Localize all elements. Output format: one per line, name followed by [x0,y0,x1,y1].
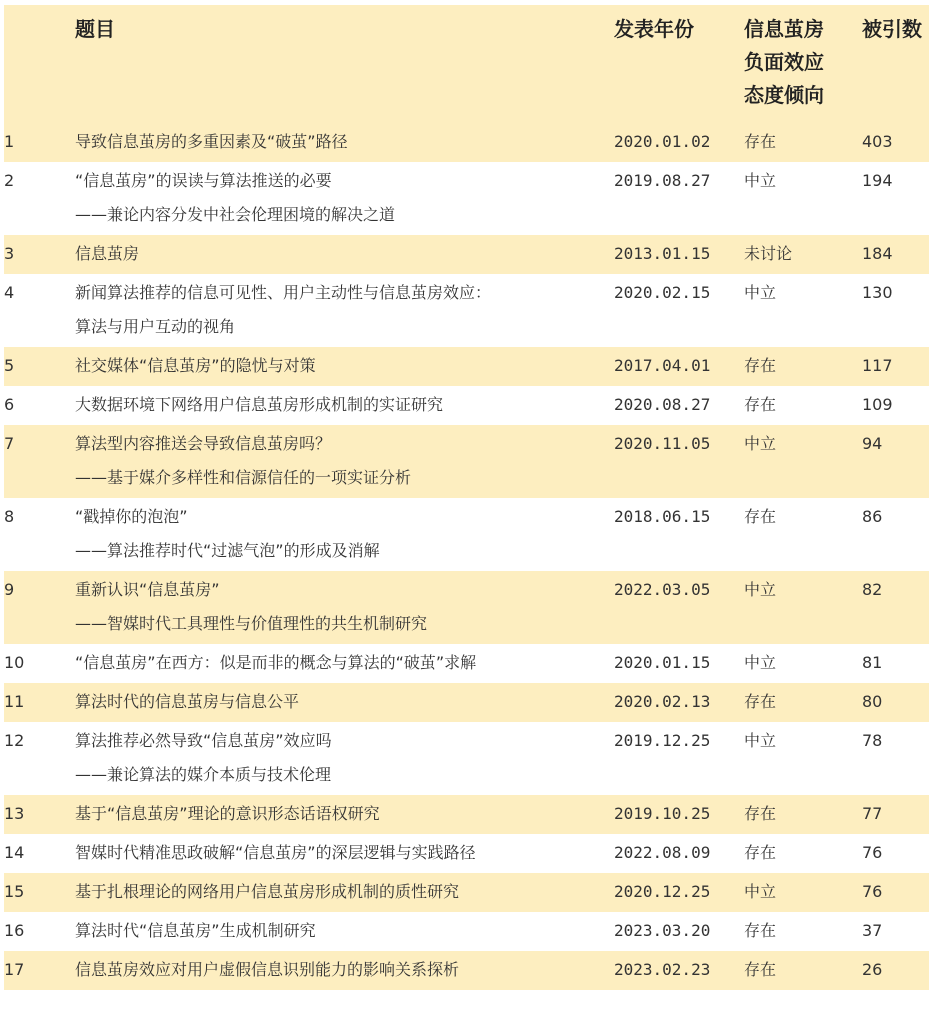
table-row [4,834,929,873]
header-title: 题目 [75,17,115,41]
table-row [4,571,929,644]
header-cites: 被引数 [862,17,922,41]
row-date: 2023.02.23 [614,960,711,979]
row-date: 2020.01.15 [614,653,711,672]
row-attitude: 存在 [744,132,777,151]
row-number: 1 [4,132,15,151]
row-number: 9 [4,580,15,599]
row-number: 12 [4,731,25,750]
row-date: 2020.08.27 [614,395,711,414]
row-attitude: 未讨论 [744,244,793,263]
row-title: 算法时代“信息茧房”生成机制研究 [75,921,316,940]
row-title: 基于“信息茧房”理论的意识形态话语权研究 [75,804,380,823]
row-attitude: 中立 [744,882,777,901]
table-row [4,795,929,834]
row-date: 2023.03.20 [614,921,711,940]
row-attitude: 中立 [744,731,777,750]
row-subtitle: ——兼论算法的媒介本质与技术伦理 [75,765,332,784]
row-cites: 184 [862,244,893,263]
table-row [4,425,929,498]
row-date: 2017.04.01 [614,356,711,375]
row-date: 2020.12.25 [614,882,711,901]
row-number: 10 [4,653,25,672]
row-title: 智媒时代精准思政破解“信息茧房”的深层逻辑与实践路径 [75,843,476,862]
row-cites: 117 [862,356,893,375]
papers-table [4,5,929,990]
row-cites: 26 [862,960,883,979]
row-title: 大数据环境下网络用户信息茧房形成机制的实证研究 [75,395,444,414]
table-row [4,873,929,912]
row-cites: 194 [862,171,893,190]
row-number: 7 [4,434,15,453]
row-number: 8 [4,507,15,526]
row-number: 17 [4,960,25,979]
row-title: 基于扎根理论的网络用户信息茧房形成机制的质性研究 [75,882,460,901]
row-number: 11 [4,692,25,711]
row-attitude: 存在 [744,921,777,940]
table-row [4,274,929,347]
row-number: 13 [4,804,25,823]
row-title: 导致信息茧房的多重因素及“破茧”路径 [75,132,348,151]
row-title: “信息茧房”的误读与算法推送的必要 [75,171,332,190]
row-title: “戳掉你的泡泡” [75,507,188,526]
row-number: 4 [4,283,15,302]
row-date: 2019.10.25 [614,804,711,823]
table-row [4,498,929,571]
header-attitude [744,13,824,112]
row-number: 14 [4,843,25,862]
table-row [4,162,929,235]
table-row [4,912,929,951]
row-title: 算法型内容推送会导致信息茧房吗？ [75,434,332,453]
row-title: 算法推荐必然导致“信息茧房”效应吗 [75,731,332,750]
row-subtitle: ——兼论内容分发中社会伦理困境的解决之道 [75,205,396,224]
row-cites: 82 [862,580,883,599]
row-title: 信息茧房效应对用户虚假信息识别能力的影响关系探析 [75,960,460,979]
row-cites: 94 [862,434,883,453]
row-subtitle: ——基于媒介多样性和信源信任的一项实证分析 [75,468,412,487]
row-subtitle: 算法与用户互动的视角 [75,317,236,336]
row-subtitle: ——智媒时代工具理性与价值理性的共生机制研究 [75,614,428,633]
row-attitude: 存在 [744,804,777,823]
row-date: 2020.11.05 [614,434,711,453]
row-cites: 77 [862,804,883,823]
row-attitude: 存在 [744,843,777,862]
row-title: 信息茧房 [75,244,140,263]
header-attitude-line-3: 态度倾向 [744,83,824,107]
table-row [4,951,929,990]
row-cites: 76 [862,843,883,862]
row-date: 2019.08.27 [614,171,711,190]
row-subtitle: ——算法推荐时代“过滤气泡”的形成及消解 [75,541,380,560]
row-attitude: 中立 [744,171,777,190]
row-title: “信息茧房”在西方：似是而非的概念与算法的“破茧”求解 [75,653,477,672]
row-attitude: 存在 [744,395,777,414]
row-attitude: 存在 [744,692,777,711]
row-cites: 130 [862,283,893,302]
header-year: 发表年份 [614,17,694,41]
table-row [4,722,929,795]
row-number: 6 [4,395,15,414]
row-cites: 76 [862,882,883,901]
row-attitude: 中立 [744,283,777,302]
row-number: 16 [4,921,25,940]
row-cites: 86 [862,507,883,526]
table-row [4,235,929,274]
row-cites: 403 [862,132,893,151]
table-row [4,347,929,386]
row-cites: 78 [862,731,883,750]
row-attitude: 存在 [744,960,777,979]
row-title: 算法时代的信息茧房与信息公平 [75,692,300,711]
row-cites: 109 [862,395,893,414]
table-header [4,5,929,123]
row-date: 2022.08.09 [614,843,711,862]
row-attitude: 存在 [744,507,777,526]
row-date: 2020.02.13 [614,692,711,711]
row-date: 2020.01.02 [614,132,711,151]
row-title: 重新认识“信息茧房” [75,580,220,599]
table-row [4,386,929,425]
row-title: 社交媒体“信息茧房”的隐忧与对策 [75,356,316,375]
header-attitude-line-1: 信息茧房 [744,17,824,41]
header-attitude-line-2: 负面效应 [744,50,824,74]
row-date: 2018.06.15 [614,507,711,526]
row-attitude: 存在 [744,356,777,375]
row-number: 5 [4,356,15,375]
row-date: 2020.02.15 [614,283,711,302]
row-attitude: 中立 [744,653,777,672]
row-attitude: 中立 [744,434,777,453]
row-date: 2022.03.05 [614,580,711,599]
row-title: 新闻算法推荐的信息可见性、用户主动性与信息茧房效应： [75,283,492,302]
row-number: 2 [4,171,15,190]
row-number: 3 [4,244,15,263]
table-row [4,644,929,683]
row-cites: 81 [862,653,883,672]
row-attitude: 中立 [744,580,777,599]
table-row [4,123,929,162]
table-row [4,683,929,722]
row-cites: 80 [862,692,883,711]
table-body [4,123,929,990]
row-number: 15 [4,882,25,901]
row-cites: 37 [862,921,883,940]
row-date: 2013.01.15 [614,244,711,263]
row-date: 2019.12.25 [614,731,711,750]
